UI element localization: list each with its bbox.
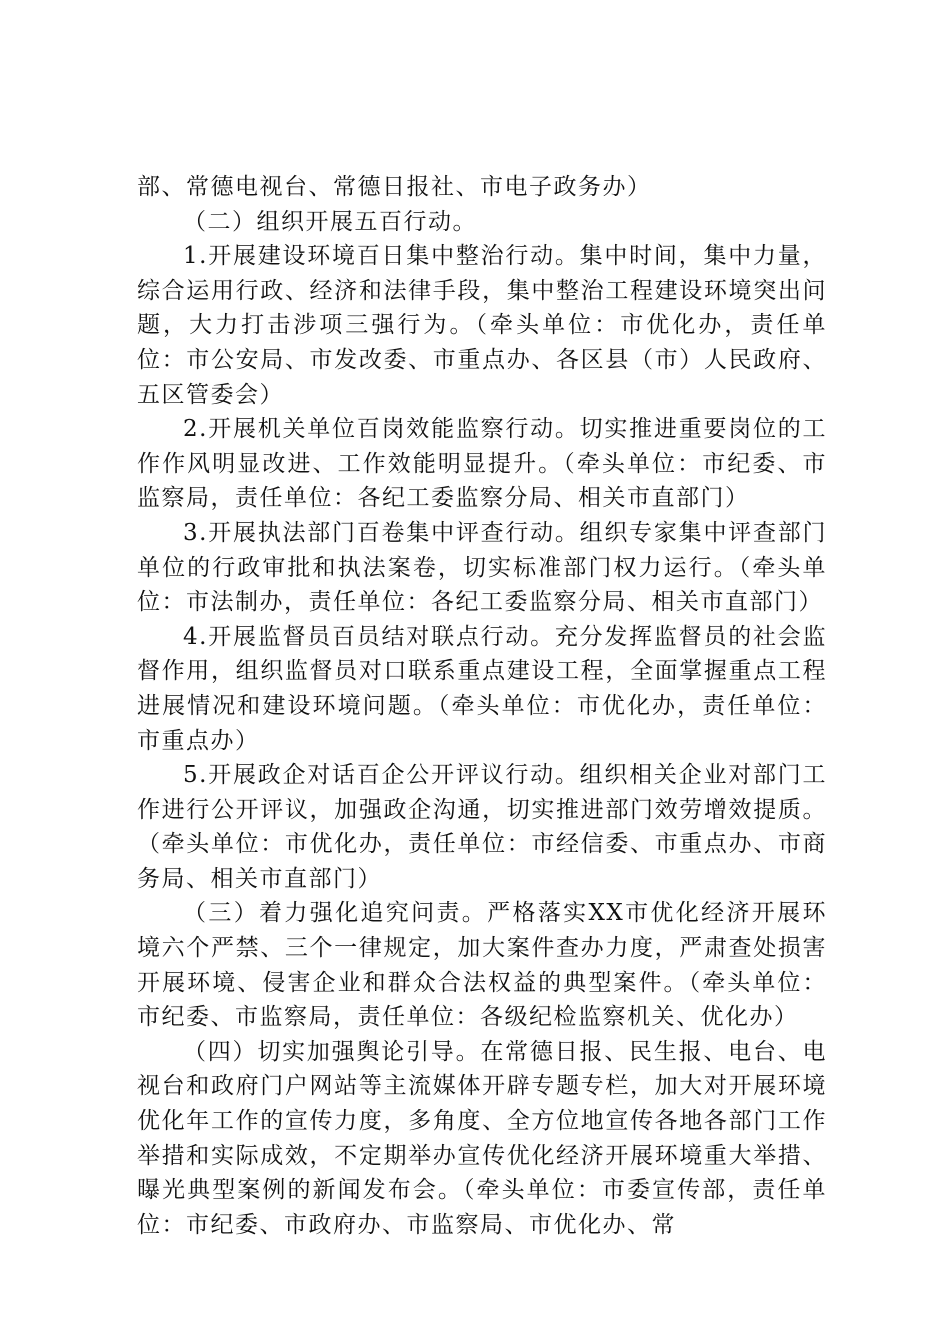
section-4: （四）切实加强舆论引导。在常德日报、民生报、电台、电视台和政府门户网站等主流媒体开辟专题专栏，加大对开展环境优化年工作的宣传力度，多角度、全方位地宣传各地各部门工作举措和实际成效，不定期举办宣传优化经济开展环境重大举措、曝光典型案例的新闻发布会。（牵头单位：市委宣传部，责任单位：市纪委、市政府办、市监察局、市优化办、常 <box>137 1038 827 1238</box>
item-2: 2.开展机关单位百岗效能监察行动。切实推进重要岗位的工作作风明显改进、工作效能明显提升。（牵头单位：市纪委、市监察局，责任单位：各纪工委监察分局、相关市直部门） <box>137 416 827 512</box>
document-body <box>137 170 827 1242</box>
paragraph-continuation: 部、常德电视台、常德日报社、市电子政务办） <box>137 174 652 200</box>
item-5: 5.开展政企对话百企公开评议行动。组织相关企业对部门工作进行公开评议，加强政企沟通，切实推进部门效劳增效提质。（牵头单位：市优化办，责任单位：市经信委、市重点办、市商务局、相关市直部门） <box>137 762 827 892</box>
item-3: 3.开展执法部门百卷集中评查行动。组织专家集中评查部门单位的行政审批和执法案卷，切实标准部门权力运行。（牵头单位：市法制办，责任单位：各纪工委监察分局、相关市直部门） <box>137 519 827 616</box>
section-heading-2: （二）组织开展五百行动。 <box>183 208 477 235</box>
item-4: 4.开展监督员百员结对联点行动。充分发挥监督员的社会监督作用，组织监督员对口联系重点建设工程，全面掌握重点工程进展情况和建设环境问题。（牵头单位：市优化办，责任单位：市重点办） <box>137 623 827 754</box>
section-3: （三）着力强化追究问责。严格落实XX市优化经济开展环境六个严禁、三个一律规定，加大案件查办力度，严肃查处损害开展环境、侵害企业和群众合法权益的典型案件。（牵头单位：市纪委、市监察局，责任单位：各级纪检监察机关、优化办） <box>137 900 827 1031</box>
item-1: 1.开展建设环境百日集中整治行动。集中时间，集中力量，综合运用行政、经济和法律手段，集中整治工程建设环境突出问题，大力打击涉项三强行为。（牵头单位：市优化办，责任单位：市公安局、市发改委、市重点办、各区县（市）人民政府、五区管委会） <box>137 243 827 408</box>
